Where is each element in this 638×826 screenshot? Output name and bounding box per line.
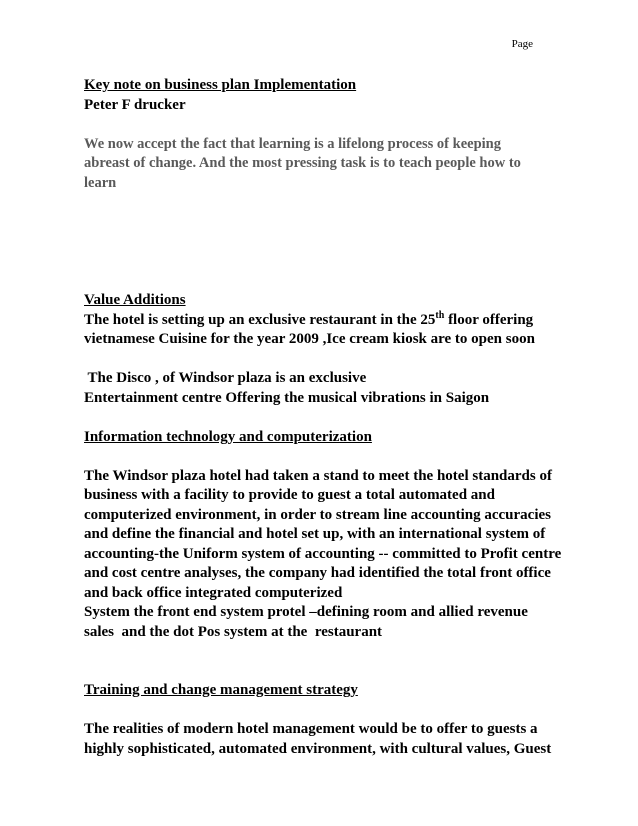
keynote-quote-line-2: abreast of change. And the most pressing task is to teach people how to	[84, 155, 521, 171]
keynote-author: Peter F drucker	[84, 96, 186, 113]
keynote-quote-line-3: learn	[84, 174, 117, 191]
disco-line-1: The Disco , of Windsor plaza is an exclusive	[84, 370, 367, 386]
training-heading: Training and change management strategy	[84, 682, 358, 698]
it-body-line-3: computerized environment, in order to stream line accounting accuracies	[84, 506, 552, 523]
value-additions-line-1-tail: floor offering	[444, 311, 534, 328]
value-additions-line-2: vietnamese Cuisine for the year 2009 ,Ice cream kiosk are to open soon	[84, 331, 535, 347]
training-body-line-2: highly sophisticated, automated environment, with cultural values, Guest	[84, 740, 552, 757]
it-section-heading: Information technology and computerization	[84, 428, 372, 445]
it-body-line-6: and cost centre analyses, the company had identified the total front office	[84, 565, 551, 581]
it-body-line-1: The Windsor plaza hotel had taken a stand to meet the hotel standards of	[84, 467, 552, 484]
value-additions-line-1-text: The hotel is setting up an exclusive restaurant in the 25	[84, 311, 436, 328]
value-additions-heading: Value Additions	[84, 292, 186, 308]
it-body-line-4: and define the financial and hotel set up, with an international system of	[84, 526, 546, 542]
keynote-title: Key note on business plan Implementation	[84, 77, 357, 93]
value-additions-line-1	[84, 311, 624, 331]
it-body-line-9: sales and the dot Pos system at the restaurant	[84, 623, 383, 640]
training-body-line-1: The realities of modern hotel management would be to offer to guests a	[84, 721, 538, 737]
it-body-line-2: business with a facility to provide to guest a total automated and	[84, 487, 495, 503]
ordinal-suffix: th	[435, 309, 445, 321]
it-body-line-7: and back office integrated computerized	[84, 584, 343, 601]
document-body	[84, 76, 624, 759]
it-body-line-8: System the front end system protel –defining room and allied revenue	[84, 604, 528, 620]
page-header-label: Page	[511, 38, 533, 50]
it-body-line-5: accounting-the Uniform system of accounting -- committed to Profit centre	[84, 545, 562, 562]
keynote-quote-line-1: We now accept the fact that learning is a lifelong process of keeping	[84, 135, 501, 152]
disco-line-2: Entertainment centre Offering the musical vibrations in Saigon	[84, 389, 490, 406]
